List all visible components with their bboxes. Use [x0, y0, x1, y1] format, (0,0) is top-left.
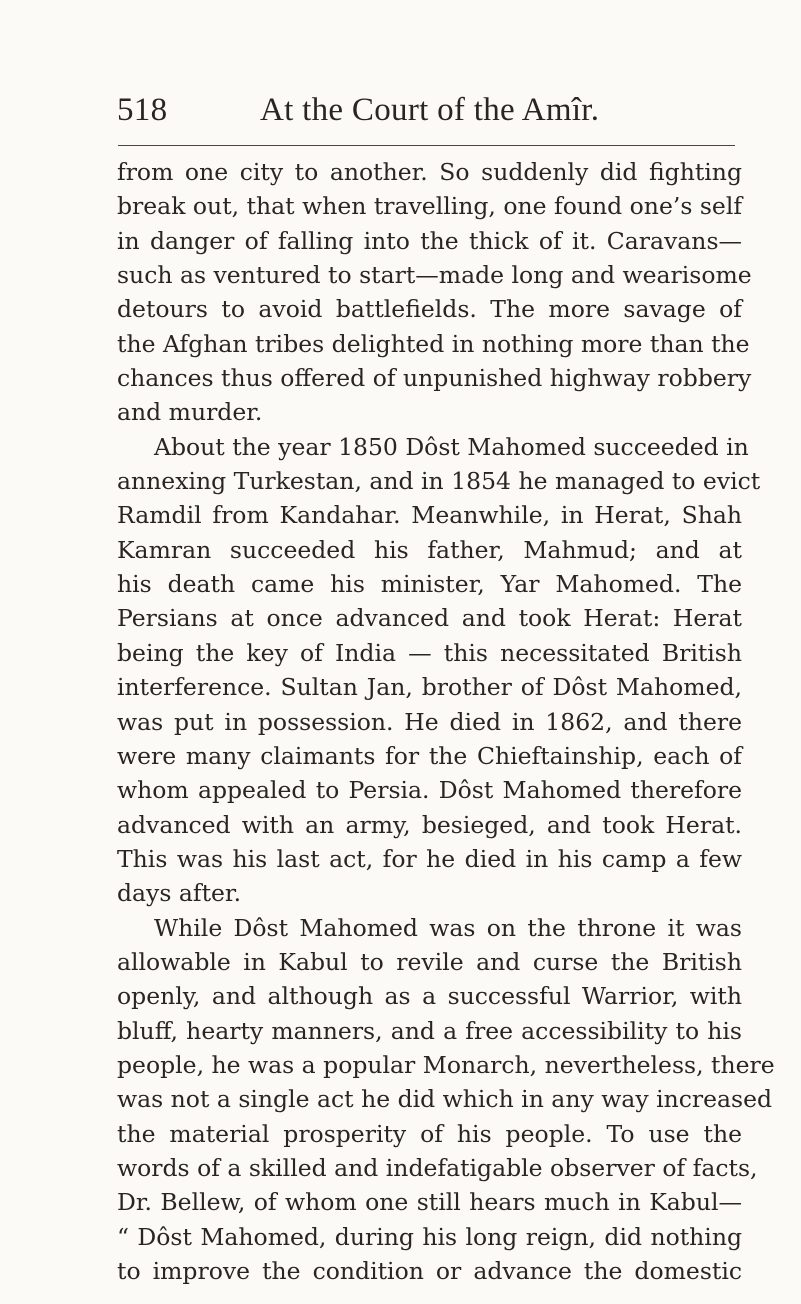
text-line: Kamran succeeded his father, Mahmud; and at [117, 535, 742, 564]
text-line: were many claimants for the Chieftainship, each of [117, 741, 742, 770]
text-line: such as ventured to start—made long and wearisome [117, 261, 752, 290]
text-line: was put in possession. He died in 1862, and there [117, 707, 742, 736]
text-line: being the key of India — this necessitated British [117, 638, 742, 667]
text-line: allowable in Kabul to revile and curse the British [117, 947, 742, 976]
text-line: detours to avoid battlefields. The more savage of [117, 295, 742, 324]
text-line: words of a skilled and indefatigable observer of facts, [117, 1153, 758, 1182]
text-line: to improve the condition or advance the domestic [117, 1257, 742, 1285]
text-line: Dr. Bellew, of whom one still hears much in Kabul— [117, 1188, 742, 1217]
text-line: and murder. [117, 398, 263, 427]
running-title: At the Court of the Amîr. [260, 92, 600, 128]
text-line: Ramdil from Kandahar. Meanwhile, in Herat, Shah [117, 501, 742, 530]
header-rule [118, 145, 735, 146]
text-line: was not a single act he did which in any way increased [117, 1085, 773, 1114]
text-line: chances thus offered of unpunished highway robbery [117, 364, 752, 393]
text-line: from one city to another. So suddenly did fighting [117, 158, 742, 186]
text-line: people, he was a popular Monarch, nevertheless, there [117, 1050, 775, 1079]
text-line: days after. [117, 879, 242, 908]
text-line: annexing Turkestan, and in 1854 he managed to evict [117, 467, 761, 496]
text-line: his death came his minister, Yar Mahomed. The [117, 570, 742, 599]
text-line: Persians at once advanced and took Herat: Herat [117, 604, 742, 633]
text-line: “ Dôst Mahomed, during his long reign, did nothing [117, 1222, 742, 1251]
text-line: the material prosperity of his people. To use the [117, 1119, 742, 1148]
text-line: While Dôst Mahomed was on the throne it was [154, 913, 742, 942]
text-line: bluff, hearty manners, and a free accessibility to his [117, 1016, 742, 1045]
text-line: openly, and although as a successful Warrior, with [117, 982, 742, 1011]
page-number: 518 [117, 92, 168, 128]
text-line: This was his last act, for he died in his camp a few [117, 844, 742, 873]
text-line: break out, that when travelling, one found one’s self [117, 192, 743, 221]
text-line: in danger of falling into the thick of it. Caravans— [117, 226, 742, 255]
text-line: whom appealed to Persia. Dôst Mahomed therefore [117, 776, 742, 805]
running-head [117, 92, 677, 132]
text-line: the Afghan tribes delighted in nothing more than the [117, 329, 750, 358]
text-line: advanced with an army, besieged, and took Herat. [117, 810, 742, 839]
text-line: About the year 1850 Dôst Mahomed succeeded in [154, 432, 749, 461]
text-line: interference. Sultan Jan, brother of Dôst Mahomed, [117, 673, 742, 702]
body-text [117, 155, 775, 1288]
